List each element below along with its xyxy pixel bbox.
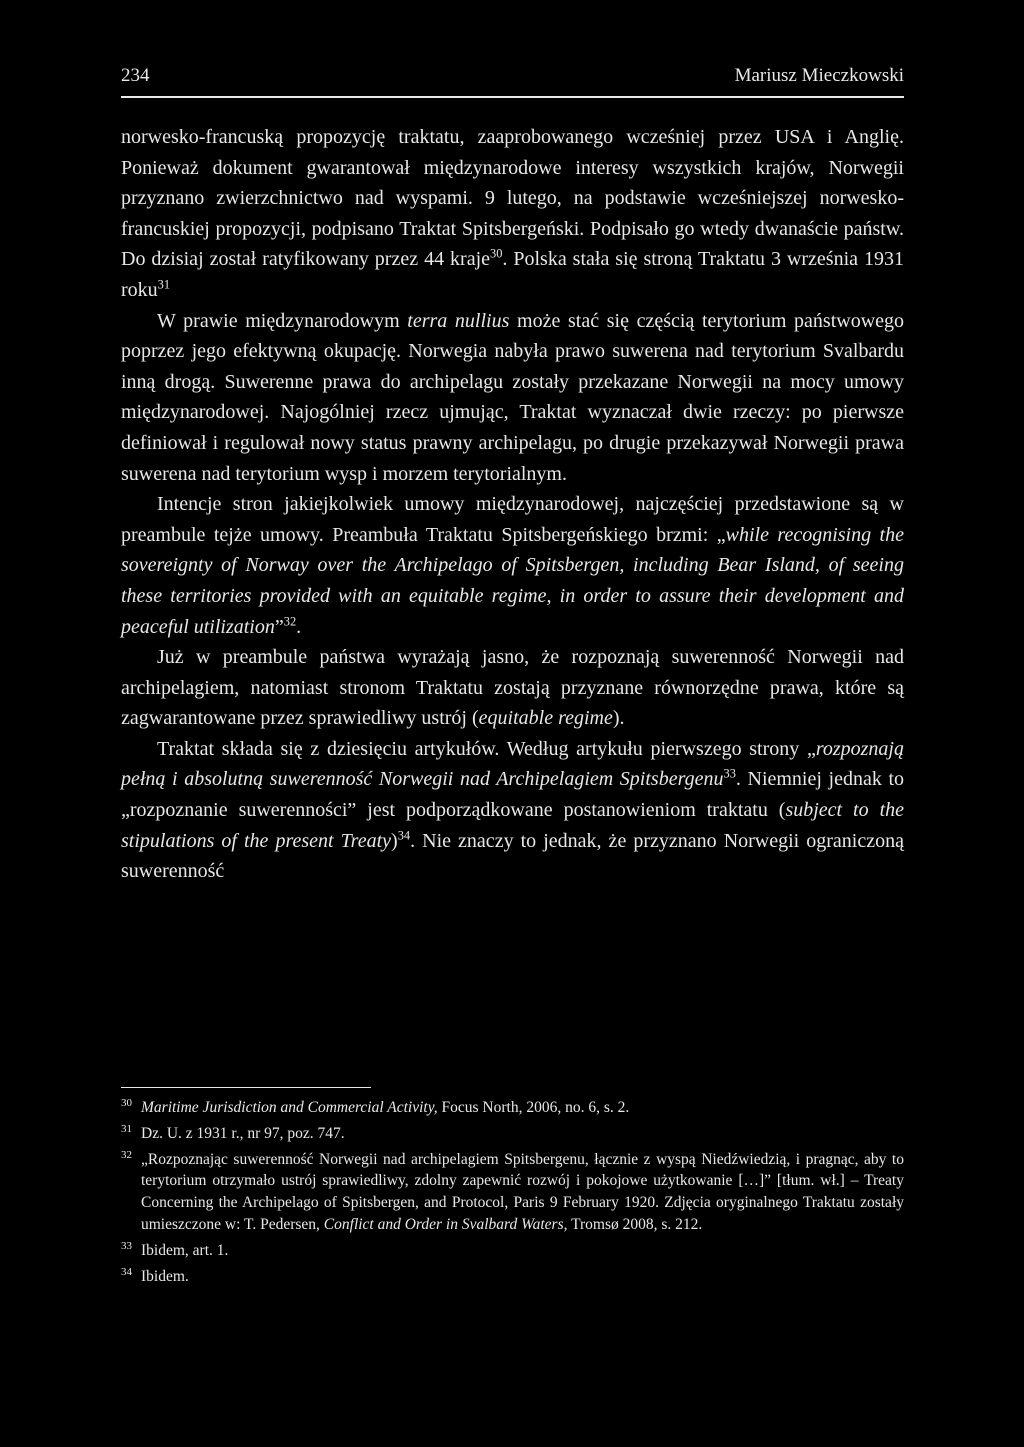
footnote-32-text: „Rozpoznając suwerenność Norwegii nad archipelagiem Spitsbergenu, łącznie z wyspą Niedźwiedzią, i pragnąc, aby to terytorium otrzymało ustrój sprawiedliwy, zdolny zapewnić rozwój i pokojowe użytkowanie […]” [tłum. wł.] – Treaty Concerning the Archipelago of Spitsbergen, and Protocol, Paris 9 February 1920. Zdjęcia oryginalnego Traktatu zostały umieszczone w: T. Pedersen, bbox=[141, 1150, 904, 1233]
footnote-33-marker: 33 bbox=[121, 1239, 132, 1252]
footnote-ref-34[interactable]: 34 bbox=[397, 828, 411, 843]
footnote-34-text: Ibidem. bbox=[141, 1267, 189, 1285]
footnote-ref-32[interactable]: 32 bbox=[283, 614, 297, 629]
footnote-32 bbox=[121, 1149, 904, 1236]
footnote-32-marker: 32 bbox=[121, 1148, 132, 1161]
paragraph-2-text-a: W prawie międzynarodowym bbox=[157, 309, 408, 332]
footnote-32-italic: Conflict and Order in Svalbard Waters, bbox=[323, 1215, 568, 1233]
footnote-30-italic: Maritime Jurisdiction and Commercial Activity, bbox=[141, 1099, 438, 1116]
footnote-ref-31[interactable]: 31 bbox=[157, 277, 171, 292]
footnote-30-text: Focus North, 2006, no. 6, s. 2. bbox=[437, 1099, 630, 1116]
paragraph-2-italic: terra nullius bbox=[407, 309, 510, 332]
footnote-32-end: Tromsø 2008, s. 212. bbox=[567, 1215, 703, 1233]
footnote-31-text: Dz. U. z 1931 r., nr 97, poz. 747. bbox=[141, 1124, 345, 1142]
paragraph-4 bbox=[121, 642, 904, 734]
paragraph-2 bbox=[121, 306, 904, 490]
paragraph-3 bbox=[121, 489, 904, 642]
paragraph-5-italic-2: subject to the stipulations of the present Treaty bbox=[121, 799, 904, 852]
footnotes bbox=[121, 1097, 904, 1291]
paragraph-4-text-b: ). bbox=[612, 707, 625, 730]
footnote-30 bbox=[121, 1097, 904, 1119]
paragraph-5-text-c: ) bbox=[391, 829, 398, 852]
paragraph-3-end: . bbox=[296, 615, 302, 638]
footnote-31 bbox=[121, 1123, 904, 1145]
paragraph-5 bbox=[121, 734, 904, 887]
footnote-34 bbox=[121, 1266, 904, 1288]
page-number: 234 bbox=[121, 65, 150, 86]
footnote-separator bbox=[121, 1087, 371, 1088]
footnote-ref-33[interactable]: 33 bbox=[723, 767, 736, 782]
paragraph-5-text-b: . Niemniej jednak to „rozpoznanie suwerenności” jest podporządkowane postanowieniom traktatu ( bbox=[121, 768, 905, 822]
paragraph-3-close-quote: ” bbox=[274, 615, 284, 638]
footnote-31-marker: 31 bbox=[121, 1122, 132, 1135]
footnote-ref-30[interactable]: 30 bbox=[490, 246, 503, 261]
paragraph-3-text-a: Intencje stron jakiejkolwiek umowy międzynarodowej, najczęściej przedstawione są w preambule tejże umowy. Preambuła Traktatu Spitsbergeńskiego brzmi: „ bbox=[121, 493, 904, 546]
paragraph-4-text-a: Już w preambule państwa wyrażają jasno, że rozpoznają suwerenność Norwegii nad archipelagiem, natomiast stronom Traktatu zostają przyznane równorzędne prawa, które są zagwarantowane przez sprawiedliwy ustrój ( bbox=[121, 646, 904, 730]
paragraph-1 bbox=[121, 122, 904, 306]
paragraph-1-text-a: norwesko-francuską propozycję traktatu, zaaprobowanego wcześniej przez USA i Anglię. Ponieważ dokument gwarantował międzynarodowe interesy wszystkich krajów, Norwegii przyznano zwierzchnictwo nad wyspami. 9 lutego, na podstawie wcześniejszej norwesko-francuskiej propozycji, podpisano Traktat Spitsbergeński. Podpisało go wtedy dwanaście państw. Do dzisiaj został ratyfikowany przez 44 kraje bbox=[121, 126, 904, 271]
footnote-34-marker: 34 bbox=[121, 1265, 132, 1278]
main-text bbox=[121, 122, 904, 887]
header-rule bbox=[121, 96, 904, 98]
paragraph-5-italic-1: rozpoznają pełną i absolutną suwerenność Norwegii nad Archipelagiem Spitsbergenu bbox=[121, 737, 904, 791]
running-header-author: Mariusz Mieczkowski bbox=[734, 65, 904, 86]
running-header bbox=[121, 62, 904, 90]
paragraph-2-text-b: może stać się częścią terytorium państwowego poprzez jego efektywną okupację. Norwegia nabyła prawo suwerena nad terytorium Svalbardu inną drogą. Suwerenne prawa do archipelagu zostały przekazane Norwegii na mocy umowy międzynarodowej. Najogólniej rzecz ujmując, Traktat wyznaczał dwie rzeczy: po pierwsze definiował i regulował nowy status prawny archipelagu, po drugie przekazywał Norwegii prawa suwerena nad terytorium wysp i morzem terytorialnym. bbox=[121, 309, 905, 485]
paragraph-4-italic: equitable regime bbox=[478, 707, 613, 730]
paragraph-3-quote: while recognising the sovereignty of Norway over the Archipelago of Spitsbergen, including Bear Island, of seeing these territories provided with an equitable regime, in order to assure their development and peaceful utilization bbox=[121, 523, 904, 638]
footnote-30-marker: 30 bbox=[121, 1097, 132, 1109]
paragraph-1-text-b: . Polska stała się stroną Traktatu 3 września 1931 roku bbox=[121, 248, 904, 301]
footnote-33-text: Ibidem, art. 1. bbox=[141, 1241, 229, 1259]
footnote-33 bbox=[121, 1240, 904, 1262]
paragraph-5-text-a: Traktat składa się z dziesięciu artykułów. Według artykułu pierwszego strony „ bbox=[157, 737, 816, 760]
paragraph-5-text-d: . Nie znaczy to jednak, że przyznano Norwegii ograniczoną suwerenność bbox=[121, 829, 904, 883]
